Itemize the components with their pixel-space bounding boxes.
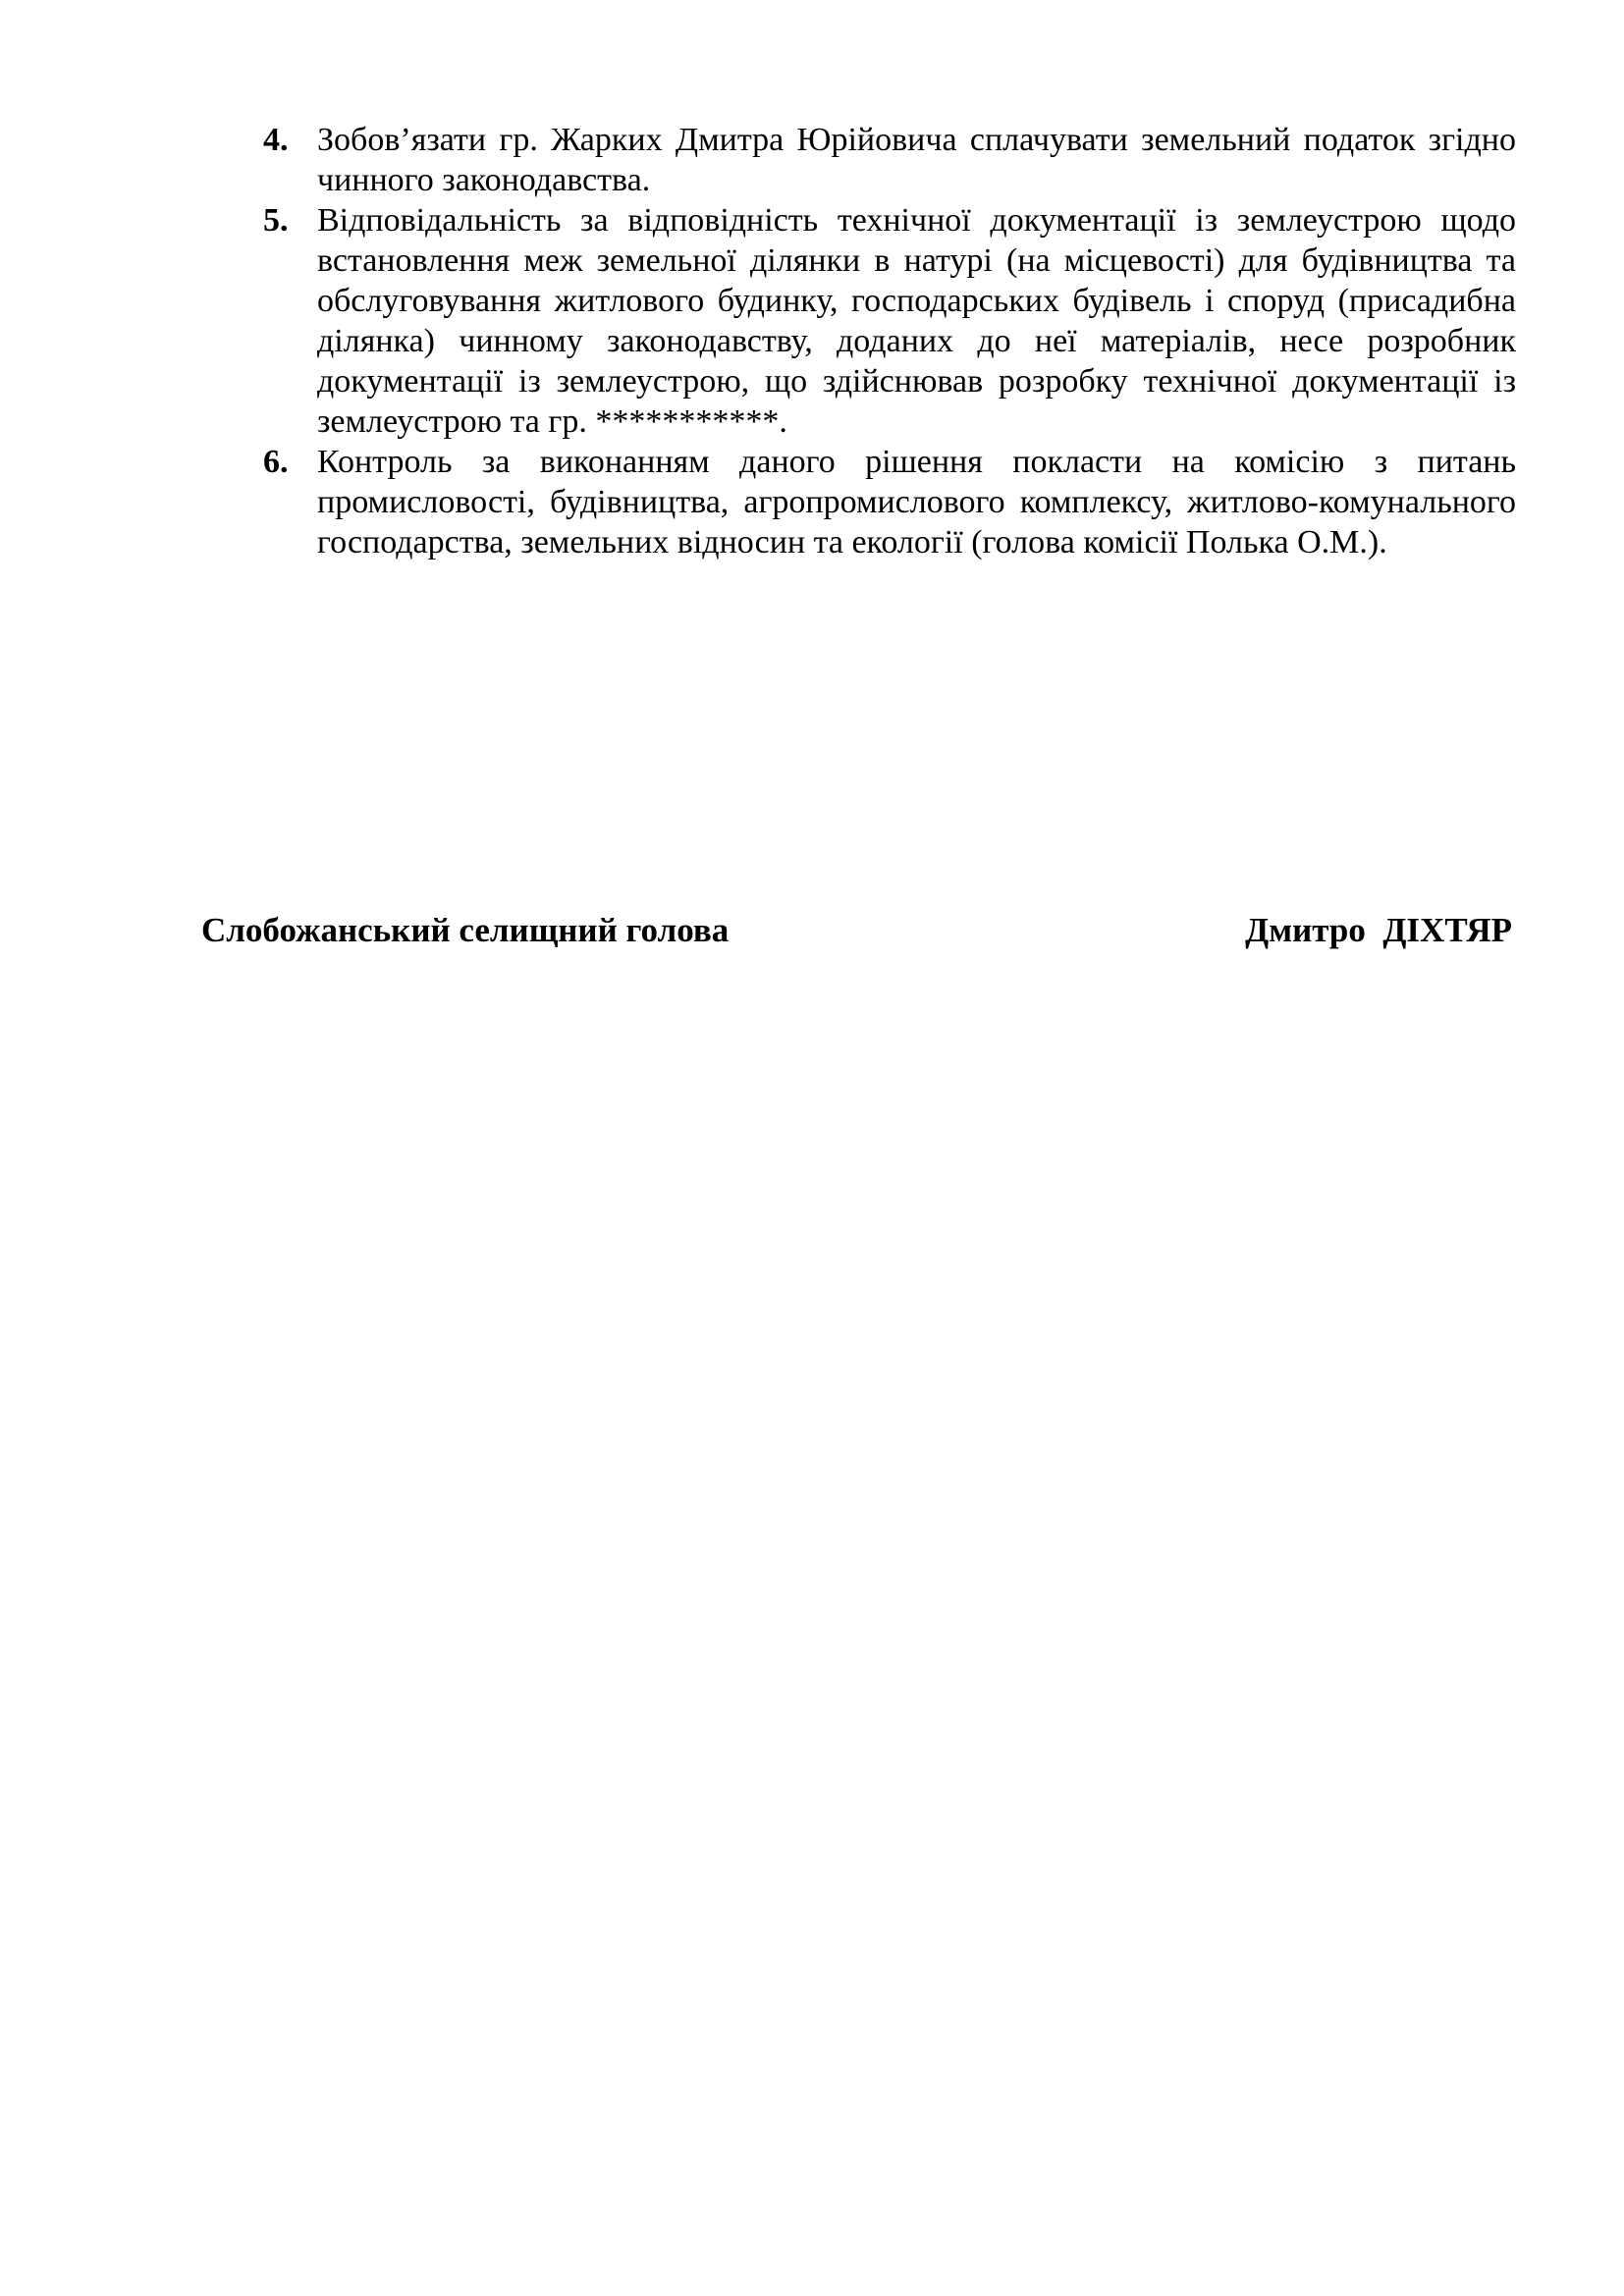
item-number: 4. <box>263 122 289 158</box>
signatory-title: Слобожанський селищний голова <box>201 911 730 949</box>
item-number: 6. <box>263 444 289 480</box>
decision-item-5 <box>263 200 1516 442</box>
item-number: 5. <box>263 202 289 239</box>
decision-items-list <box>263 120 1516 562</box>
item-text: Відповідальність за відповідність технічної документації із землеустрою щодо встановлення меж земельної ділянки в натурі (на місцевості) для будівництва та обслуговування житлового будинку, господарських будівель і споруд (присадибна ділянка) чинному законодавству, доданих до неї матеріалів, несе розробник документації із землеустрою, що здійснював розробку технічної документації із землеустрою та гр. ***********. <box>317 202 1516 440</box>
signatory-name: Дмитро ДІХТЯР <box>1245 911 1512 949</box>
decision-item-4 <box>263 120 1516 200</box>
item-text: Зобов’язати гр. Жарких Дмитра Юрійовича сплачувати земельний податок згідно чинного законодавства. <box>317 122 1516 198</box>
item-text: Контроль за виконанням даного рішення покласти на комісію з питань промисловості, будівництва, агропромислового комплексу, житлово-комунального господарства, земельних відносин та екології (голова комісії Полька О.М.). <box>317 444 1516 561</box>
decision-item-6 <box>263 442 1516 562</box>
